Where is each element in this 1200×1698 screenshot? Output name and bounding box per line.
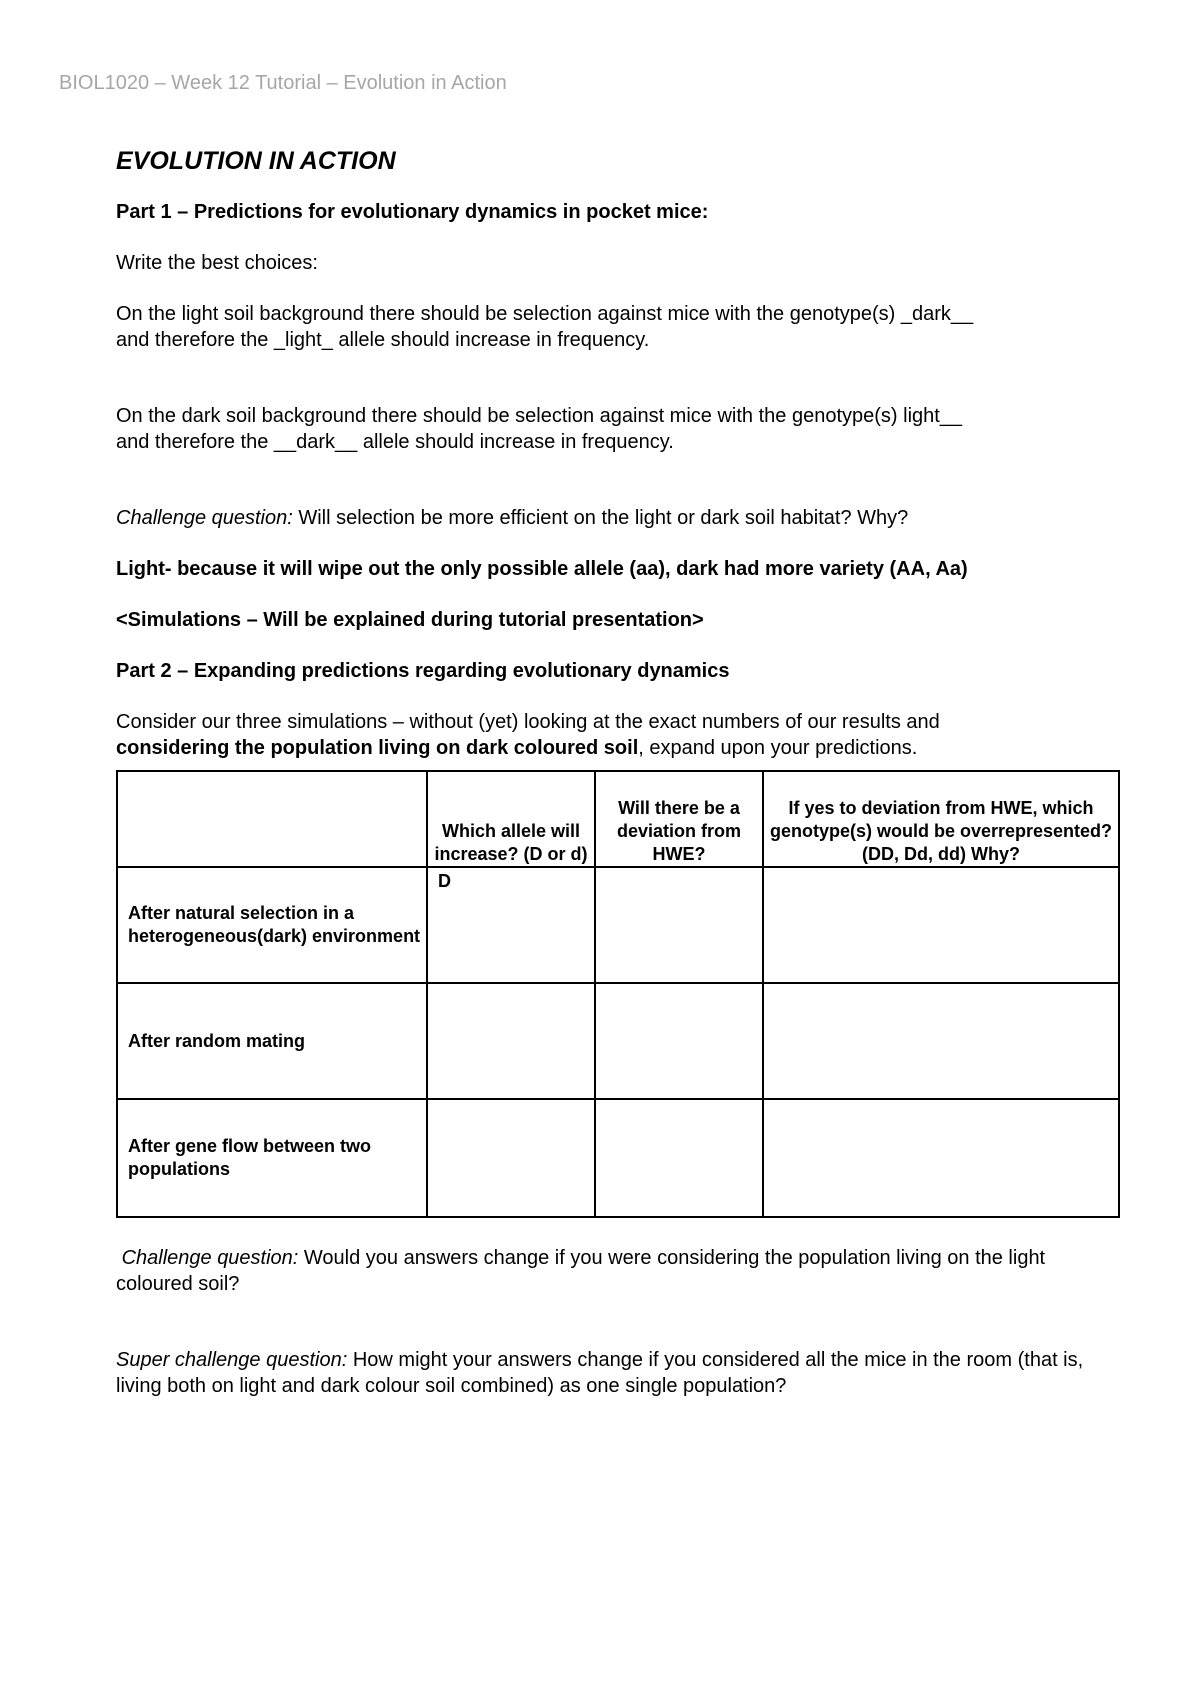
super-challenge-text: How might your answers change if you considered all the mice in the room (that is, living both on light and dark colour soil combined) as one single population? <box>116 1349 1084 1397</box>
challenge-label: Challenge question: <box>116 507 293 529</box>
part1-challenge-question <box>116 505 1116 531</box>
header-deviation-text: Will there be a deviation from HWE? <box>616 798 741 864</box>
header-genotype-text: If yes to deviation from HWE, which genotype(s) would be overrepresented? (DD, Dd, dd) Why? <box>769 798 1113 864</box>
part2-challenge-question <box>116 1245 1116 1297</box>
page-header: BIOL1020 – Week 12 Tutorial – Evolution in Action <box>59 72 507 94</box>
table-row <box>117 1099 1119 1217</box>
super-challenge-question <box>116 1347 1116 1399</box>
part2-intro-text: Consider our three simulations – without (yet) looking at the exact numbers of our results and <box>116 711 940 733</box>
part2-challenge-label: Challenge question: <box>121 1247 299 1269</box>
row-label-gene-flow <box>117 1099 427 1217</box>
row-label-text: After gene flow between two populations <box>128 1136 372 1179</box>
table-row <box>117 983 1119 1099</box>
dark-soil-prediction <box>116 403 1116 455</box>
row-label-random-mating <box>117 983 427 1099</box>
part1-instruction: Write the best choices: <box>116 252 318 274</box>
document-title: EVOLUTION IN ACTION <box>116 147 396 175</box>
row-label-text: After random mating <box>128 1030 306 1051</box>
answer-cell-deviation[interactable] <box>595 1099 763 1217</box>
table-header-row <box>117 771 1119 867</box>
header-cell-blank <box>117 771 427 867</box>
part1-heading: Part 1 – Predictions for evolutionary dynamics in pocket mice: <box>116 201 709 223</box>
part2-challenge-text: Would you answers change if you were considering the population living on the light coloured soil? <box>116 1247 1046 1295</box>
document-body <box>116 146 1116 1424</box>
light-soil-line-1: On the light soil background there should be selection against mice with the genotype(s) _dark__ <box>116 303 974 325</box>
super-challenge-label: Super challenge question: <box>116 1349 348 1371</box>
answer-cell-genotype[interactable] <box>763 1099 1119 1217</box>
part2-intro <box>116 709 1116 761</box>
header-cell-deviation <box>595 771 763 867</box>
answer-cell-allele[interactable] <box>427 983 595 1099</box>
challenge-text: Will selection be more efficient on the light or dark soil habitat? Why? <box>292 507 909 529</box>
answer-cell-genotype[interactable] <box>763 867 1119 983</box>
light-soil-prediction <box>116 301 1116 353</box>
dark-soil-line-1: On the dark soil background there should be selection against mice with the genotype(s) light__ <box>116 405 963 427</box>
challenge-answer: Light- because it will wipe out the only possible allele (aa), dark had more variety (AA, Aa) <box>116 558 968 580</box>
header-cell-genotype <box>763 771 1119 867</box>
table-row <box>117 867 1119 983</box>
answer-cell-allele[interactable]: D <box>427 867 595 983</box>
predictions-table <box>116 770 1120 1218</box>
part2-intro-emphasis: considering the population living on dark coloured soil <box>116 737 639 759</box>
row-label-natural-selection <box>117 867 427 983</box>
answer-cell-deviation[interactable] <box>595 867 763 983</box>
dark-soil-line-2: and therefore the __dark__ allele should increase in frequency. <box>116 431 674 453</box>
header-allele-text: Which allele will increase? (D or d) <box>434 821 588 864</box>
answer-cell-deviation[interactable] <box>595 983 763 1099</box>
part2-heading: Part 2 – Expanding predictions regarding evolutionary dynamics <box>116 660 730 682</box>
part2-intro-end: , expand upon your predictions. <box>638 737 918 759</box>
answer-cell-genotype[interactable] <box>763 983 1119 1099</box>
header-cell-allele <box>427 771 595 867</box>
light-soil-line-2: and therefore the _light_ allele should increase in frequency. <box>116 329 650 351</box>
row-label-text: After natural selection in a heterogeneous(dark) environment <box>128 903 421 946</box>
simulations-note: <Simulations – Will be explained during tutorial presentation> <box>116 609 704 631</box>
answer-cell-allele[interactable] <box>427 1099 595 1217</box>
